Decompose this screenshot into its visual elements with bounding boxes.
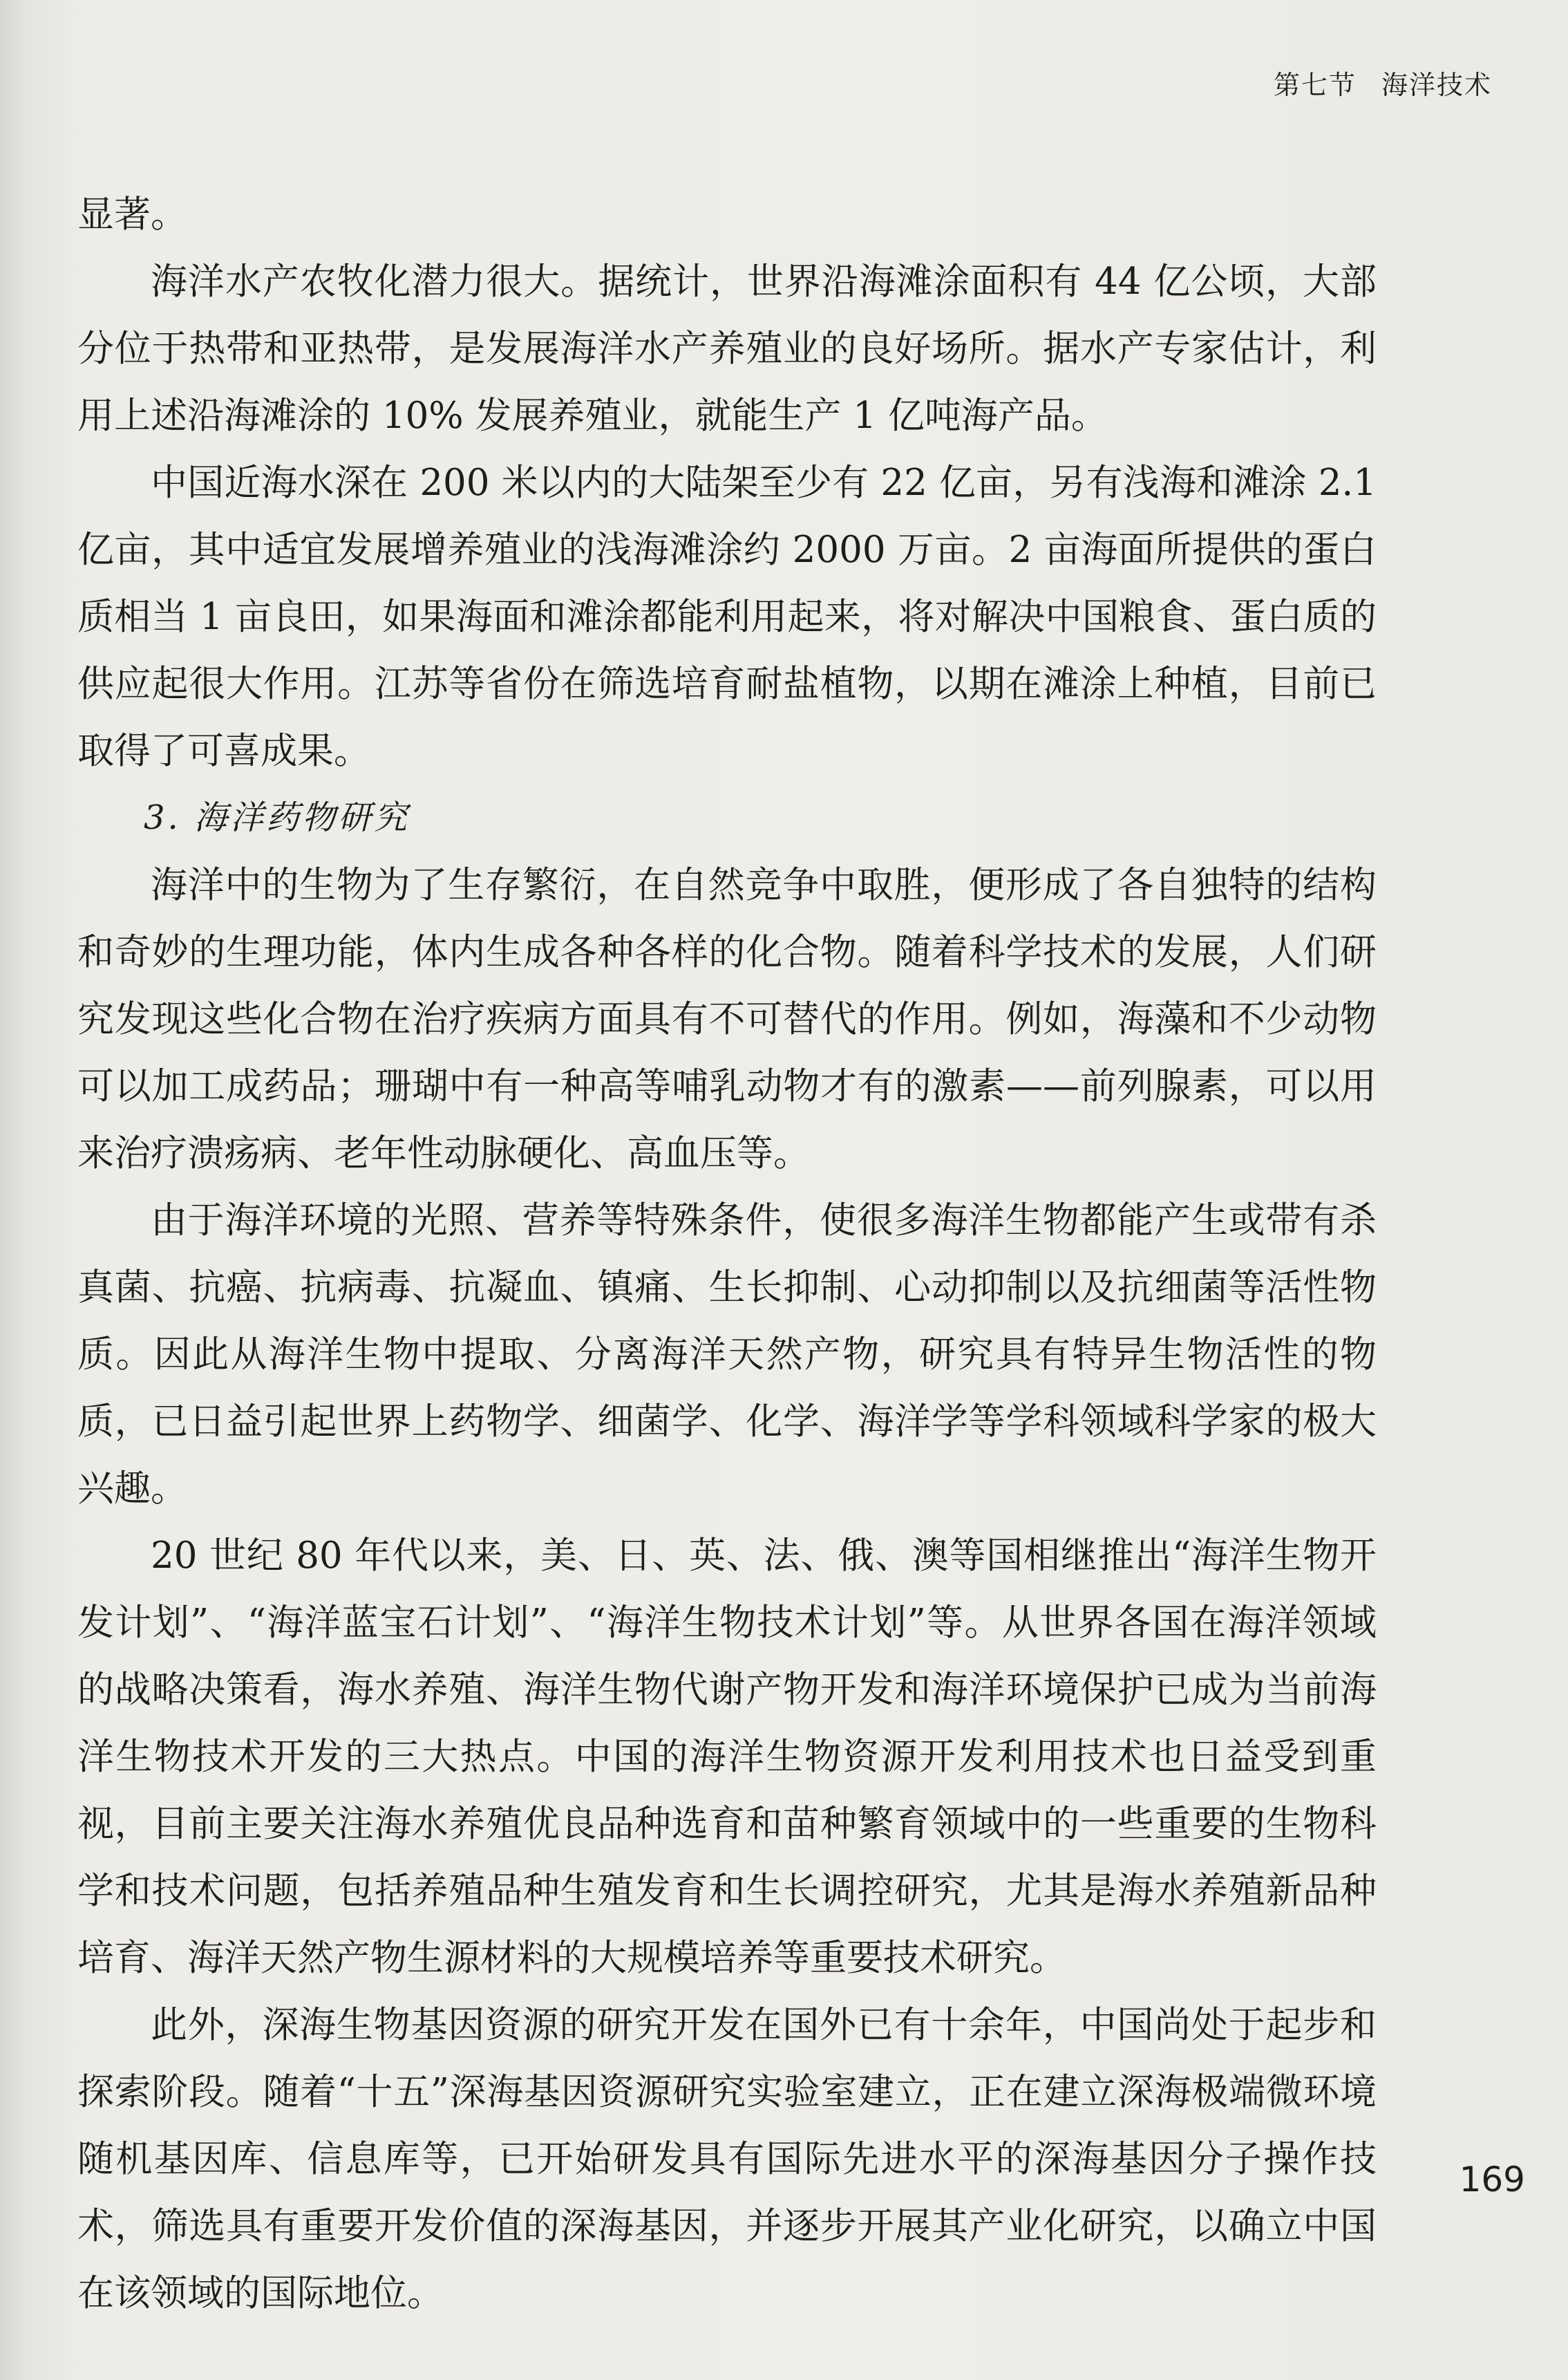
paragraph: 中国近海水深在 200 米以内的大陆架至少有 22 亿亩，另有浅海和滩涂 2.1 亿亩，其中适宜发展增养殖业的浅海滩涂约 2000 万亩。2 亩海面所提供的蛋白质相当 1 亩良田，如果海面和滩涂都能利用起来，将对解决中国粮食、蛋白质的供应起很大作用。江苏等省份在筛选培育耐盐植物，以期在滩涂上种植，目前已取得了可喜成果。	[77, 462, 1377, 772]
paragraph: 20 世纪 80 年代以来，美、日、英、法、俄、澳等国相继推出“海洋生物开发计划”、“海洋蓝宝石计划”、“海洋生物技术计划”等。从世界各国在海洋领域的战略决策看，海水养殖、海洋生物代谢产物开发和海洋环境保护已成为当前海洋生物技术开发的三大热点。中国的海洋生物资源开发利用技术也日益受到重视，目前主要关注海水养殖优良品种选育和苗种繁育领域中的一些重要的生物科学和技术问题，包括养殖品种生殖发育和生长调控研究，尤其是海水养殖新品种培育、海洋天然产物生源材料的大规模培养等重要技术研究。	[77, 1535, 1377, 1979]
subsection-heading: 3. 海洋药物研究	[144, 798, 410, 837]
section-label: 第七节	[1273, 70, 1357, 100]
paragraph: 海洋水产农牧化潜力很大。据统计，世界沿海滩涂面积有 44 亿公顷，大部分位于热带和亚热带，是发展海洋水产养殖业的良好场所。据水产专家估计，利用上述沿海滩涂的 10% 发展养殖业，就能生产 1 亿吨海产品。	[77, 261, 1377, 437]
paragraph: 显著。	[77, 194, 187, 236]
paragraph: 此外，深海生物基因资源的研究开发在国外已有十余年，中国尚处于起步和探索阶段。随着“十五”深海基因资源研究实验室建立，正在建立深海极端微环境随机基因库、信息库等，已开始研发具有国际先进水平的深海基因分子操作技术，筛选具有重要开发价值的深海基因，并逐步开展其产业化研究，以确立中国在该领域的国际地位。	[77, 2004, 1377, 2314]
paragraph: 由于海洋环境的光照、营养等特殊条件，使很多海洋生物都能产生或带有杀真菌、抗癌、抗病毒、抗凝血、镇痛、生长抑制、心动抑制以及抗细菌等活性物质。因此从海洋生物中提取、分离海洋天然产物，研究具有特异生物活性的物质，已日益引起世界上药物学、细菌学、化学、海洋学等学科领域科学家的极大兴趣。	[77, 1199, 1377, 1510]
paragraph: 海洋中的生物为了生存繁衍，在自然竞争中取胜，便形成了各自独特的结构和奇妙的生理功能，体内生成各种各样的化合物。随着科学技术的发展，人们研究发现这些化合物在治疗疾病方面具有不可替代的作用。例如，海藻和不少动物可以加工成药品；珊瑚中有一种高等哺乳动物才有的激素——前列腺素，可以用来治疗溃疡病、老年性动脉硬化、高血压等。	[77, 864, 1377, 1174]
page-number: 169	[1459, 2159, 1525, 2200]
body-text	[77, 181, 1377, 2327]
section-title: 海洋技术	[1381, 70, 1492, 100]
running-head	[1274, 64, 1492, 102]
